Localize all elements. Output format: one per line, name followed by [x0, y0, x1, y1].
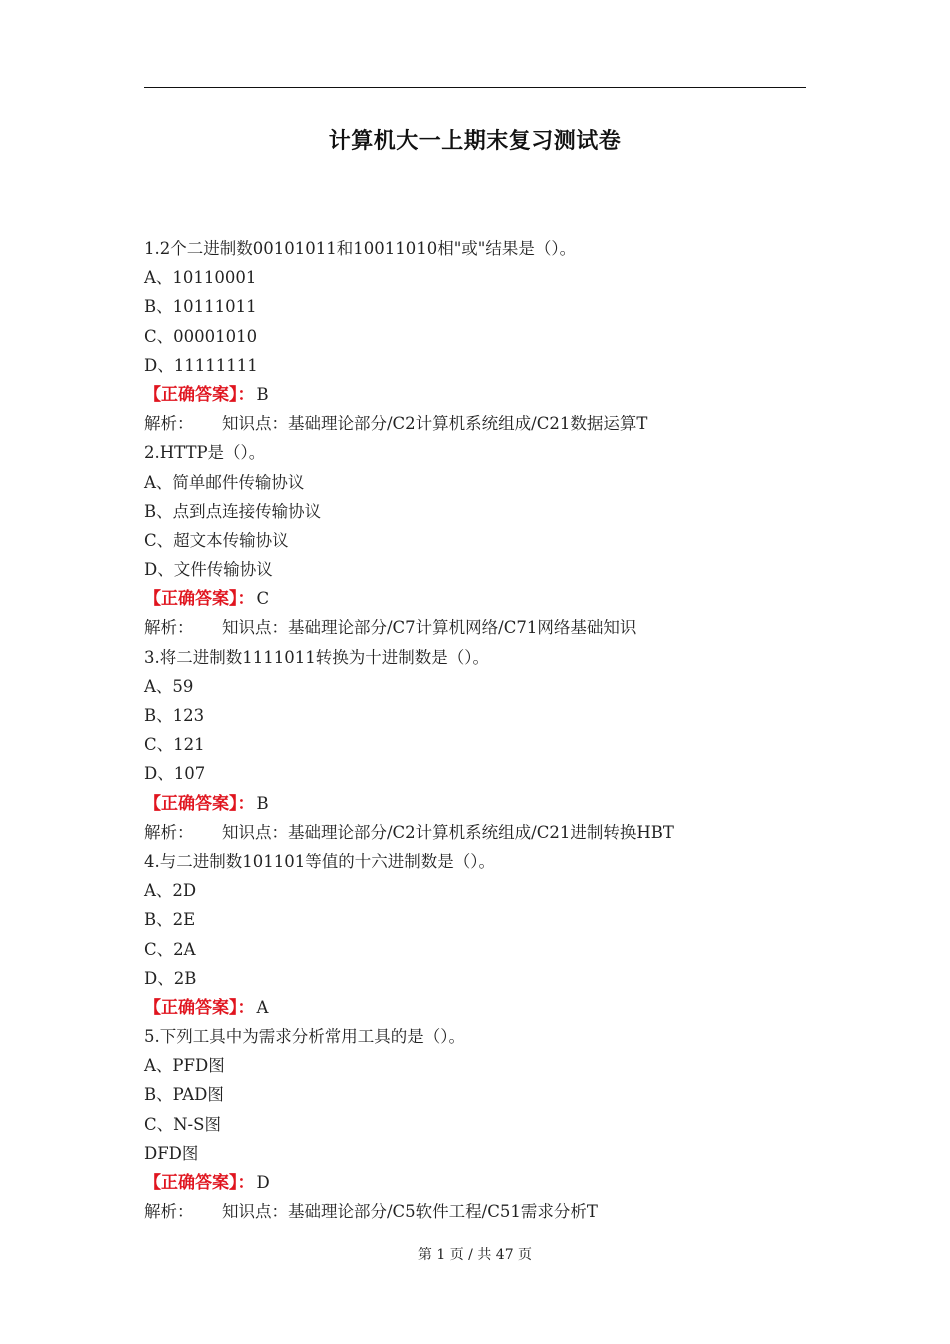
option-a: A、59: [144, 676, 194, 696]
option-a: A、简单邮件传输协议: [144, 472, 305, 492]
analysis-label: 解析：: [144, 822, 194, 842]
option-c: C、2A: [144, 939, 196, 959]
option-a: A、2D: [144, 881, 197, 901]
analysis-label: 解析：: [144, 1202, 194, 1222]
correct-answer-label: 【正确答案】：: [144, 1173, 255, 1193]
question-stem: 2.HTTP是（）。: [144, 443, 266, 463]
option-d: D、107: [144, 764, 206, 784]
correct-answer-label: 【正确答案】：: [144, 384, 255, 405]
question-stem: 3.将二进制数1111011转换为十进制数是（）。: [144, 647, 489, 667]
analysis-text: 知识点：基础理论部分/C5软件工程/C51需求分析T: [222, 1202, 598, 1222]
correct-answer: [144, 993, 806, 1022]
page-number: 第 1 页 / 共 47 页: [417, 1247, 533, 1263]
option-d: D、11111111: [144, 355, 258, 375]
option-c: C、N-S图: [144, 1114, 221, 1134]
question-list: [144, 234, 806, 1226]
option-c: C、00001010: [144, 326, 258, 346]
option-c: C、121: [144, 735, 205, 755]
analysis-text: 知识点：基础理论部分/C7计算机网络/C71网络基础知识: [222, 618, 637, 638]
correct-answer: [144, 789, 806, 818]
document-title: 计算机大一上期末复习测试卷: [328, 129, 622, 154]
option-a: A、PFD图: [144, 1056, 225, 1076]
analysis-label: 解析：: [144, 414, 194, 434]
option-c: C、超文本传输协议: [144, 530, 289, 550]
question-stem: 4.与二进制数101101等值的十六进制数是（）。: [144, 851, 495, 871]
analysis: [144, 613, 806, 642]
question-stem: 1.2个二进制数00101011和10011010相"或"结果是（）。: [144, 239, 577, 258]
analysis: [144, 1197, 806, 1226]
analysis-text: 知识点：基础理论部分/C2计算机系统组成/C21进制转换HBT: [222, 822, 674, 842]
correct-answer: [144, 584, 806, 613]
correct-answer: [144, 380, 806, 409]
analysis: [144, 409, 806, 438]
analysis-label: 解析：: [144, 618, 194, 638]
option-d: DFD图: [144, 1143, 199, 1163]
analysis: [144, 818, 806, 847]
correct-answer-label: 【正确答案】：: [144, 793, 255, 814]
option-d: D、2B: [144, 968, 197, 988]
correct-answer-value: A: [256, 997, 269, 1017]
correct-answer-value: B: [256, 384, 269, 404]
correct-answer-label: 【正确答案】：: [144, 997, 255, 1018]
correct-answer-value: C: [256, 589, 270, 609]
option-b: B、2E: [144, 910, 196, 930]
correct-answer-value: B: [256, 793, 269, 813]
option-b: B、点到点连接传输协议: [144, 501, 322, 521]
option-b: B、10111011: [144, 297, 257, 317]
option-b: B、PAD图: [144, 1085, 224, 1105]
correct-answer: [144, 1168, 806, 1197]
option-a: A、10110001: [144, 268, 257, 288]
question-stem: 5.下列工具中为需求分析常用工具的是（）。: [144, 1027, 465, 1047]
option-d: D、文件传输协议: [144, 560, 273, 580]
correct-answer-value: D: [256, 1173, 270, 1192]
header-rule: [144, 87, 806, 88]
option-b: B、123: [144, 706, 205, 725]
analysis-text: 知识点：基础理论部分/C2计算机系统组成/C21数据运算T: [222, 414, 648, 434]
correct-answer-label: 【正确答案】：: [144, 589, 255, 610]
